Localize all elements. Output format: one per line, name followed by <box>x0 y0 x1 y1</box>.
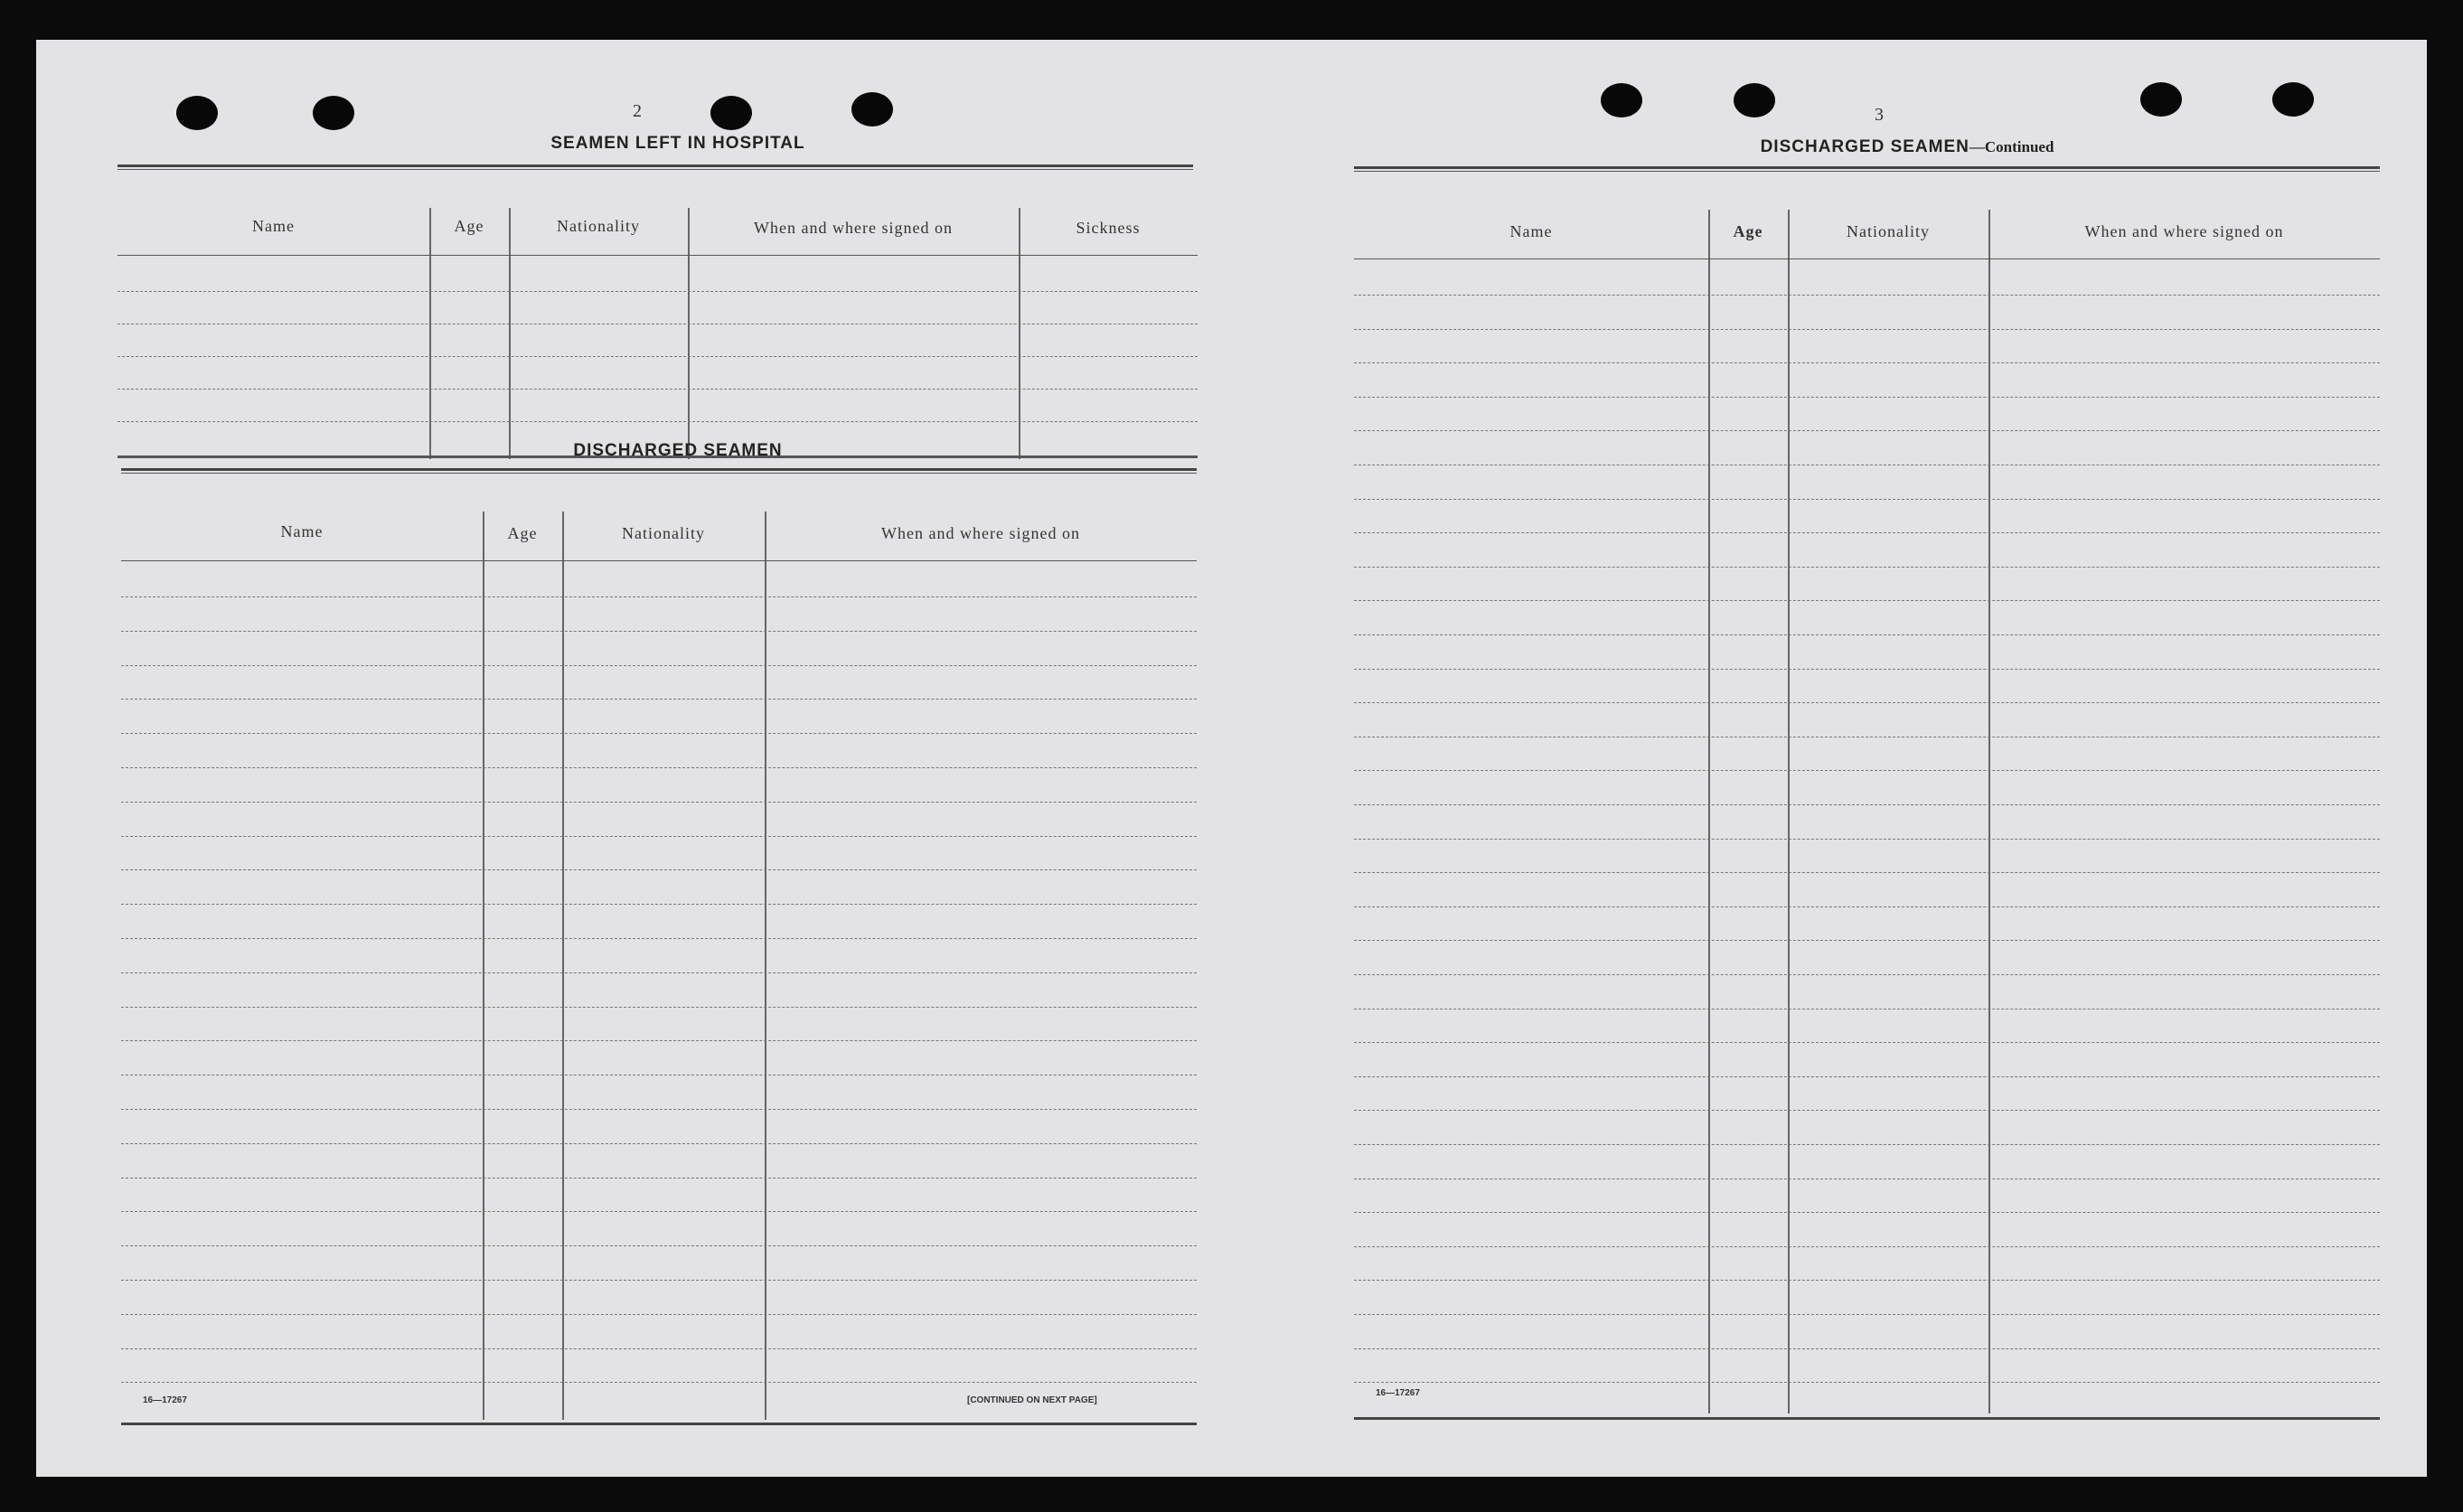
table-row <box>121 1007 1197 1008</box>
manifest-sheet <box>36 40 2427 1477</box>
column-divider <box>765 512 766 1420</box>
table-row <box>1354 430 2380 431</box>
column-header-signed-on: When and where signed on <box>2084 222 2284 240</box>
table-row <box>1354 567 2380 568</box>
table-row <box>121 767 1197 768</box>
table-row <box>121 836 1197 837</box>
column-header-sickness: Sickness <box>1076 219 1141 237</box>
header-rule <box>1354 258 2380 259</box>
column-header-name: Name <box>252 217 295 235</box>
table-row <box>1354 1246 2380 1247</box>
title-rule <box>121 473 1197 474</box>
column-header-nationality: Nationality <box>1847 222 1930 240</box>
table-row <box>1354 295 2380 296</box>
table-row <box>1354 532 2380 533</box>
table-row <box>118 291 1198 292</box>
header-rule <box>121 560 1197 561</box>
discharged-table <box>121 475 1197 1433</box>
table-row <box>1354 1042 2380 1043</box>
table-row <box>1354 804 2380 805</box>
right-page <box>1229 40 2427 1477</box>
column-header-age: Age <box>454 217 484 235</box>
table-row <box>1354 940 2380 941</box>
discharged-table-continued <box>1354 174 2380 1430</box>
table-row <box>1354 1280 2380 1281</box>
table-row <box>121 938 1197 939</box>
table-row <box>121 802 1197 803</box>
column-divider <box>562 512 564 1420</box>
table-row <box>121 699 1197 700</box>
table-row <box>1354 906 2380 907</box>
table-row <box>118 389 1198 390</box>
table-row <box>1354 770 2380 771</box>
table-row <box>121 1382 1197 1383</box>
table-row <box>121 1109 1197 1110</box>
discharged-section-title: DISCHARGED SEAMEN <box>573 441 783 460</box>
form-number: 16—17267 <box>1376 1388 1420 1398</box>
table-row <box>121 904 1197 905</box>
table-row <box>121 1040 1197 1041</box>
column-header-age: Age <box>1733 222 1763 240</box>
table-row <box>121 1314 1197 1315</box>
table-row <box>1354 1009 2380 1010</box>
page-number: 3 <box>1875 105 1884 125</box>
column-header-nationality: Nationality <box>557 217 640 235</box>
left-page <box>36 40 1229 1477</box>
hospital-section-title: SEAMEN LEFT IN HOSPITAL <box>550 134 805 153</box>
table-row <box>1354 1076 2380 1077</box>
table-row <box>1354 1314 2380 1315</box>
table-row <box>118 421 1198 422</box>
table-row <box>121 733 1197 734</box>
table-row <box>1354 1110 2380 1111</box>
table-row <box>1354 1144 2380 1145</box>
table-row <box>121 1178 1197 1179</box>
table-bottom-rule <box>1354 1417 2380 1420</box>
table-row <box>1354 974 2380 975</box>
title-suffix: —Continued <box>1969 138 2054 155</box>
page-number: 2 <box>633 101 642 121</box>
table-row <box>121 1211 1197 1212</box>
table-row <box>121 665 1197 666</box>
table-row <box>1354 362 2380 363</box>
table-row <box>121 1280 1197 1281</box>
table-row <box>1354 702 2380 703</box>
column-divider <box>483 512 484 1420</box>
table-row <box>1354 499 2380 500</box>
table-row <box>121 1143 1197 1144</box>
table-row <box>121 596 1197 597</box>
title-text: DISCHARGED SEAMEN <box>1760 137 1969 156</box>
table-bottom-rule <box>121 1423 1197 1425</box>
table-row <box>118 356 1198 357</box>
title-rule <box>1354 166 2380 169</box>
table-row <box>1354 600 2380 601</box>
title-rule <box>118 164 1193 167</box>
column-divider <box>1708 210 1710 1413</box>
column-divider <box>1988 210 1990 1413</box>
column-header-signed-on: When and where signed on <box>881 524 1080 542</box>
table-row <box>1354 397 2380 398</box>
table-row <box>1354 1382 2380 1383</box>
hospital-table <box>118 172 1198 461</box>
table-row <box>121 1348 1197 1349</box>
column-header-nationality: Nationality <box>622 524 705 542</box>
table-row <box>1354 329 2380 330</box>
table-row <box>121 869 1197 870</box>
table-row <box>1354 839 2380 840</box>
column-divider <box>1788 210 1790 1413</box>
title-rule <box>118 169 1193 170</box>
form-number: 16—17267 <box>143 1395 187 1405</box>
table-row <box>1354 1348 2380 1349</box>
column-header-age: Age <box>507 524 538 542</box>
continued-note: [CONTINUED ON NEXT PAGE] <box>967 1395 1097 1405</box>
table-row <box>1354 1212 2380 1213</box>
column-header-name: Name <box>1509 222 1553 240</box>
column-header-name: Name <box>280 522 324 540</box>
table-row <box>121 1245 1197 1246</box>
table-row <box>1354 669 2380 670</box>
table-row <box>121 972 1197 973</box>
title-rule <box>1354 171 2380 172</box>
discharged-section-title <box>1636 137 2178 157</box>
table-row <box>1354 634 2380 635</box>
table-row <box>121 631 1197 632</box>
title-rule <box>121 468 1197 471</box>
header-rule <box>118 255 1198 256</box>
table-row <box>1354 872 2380 873</box>
column-header-signed-on: When and where signed on <box>754 219 953 237</box>
